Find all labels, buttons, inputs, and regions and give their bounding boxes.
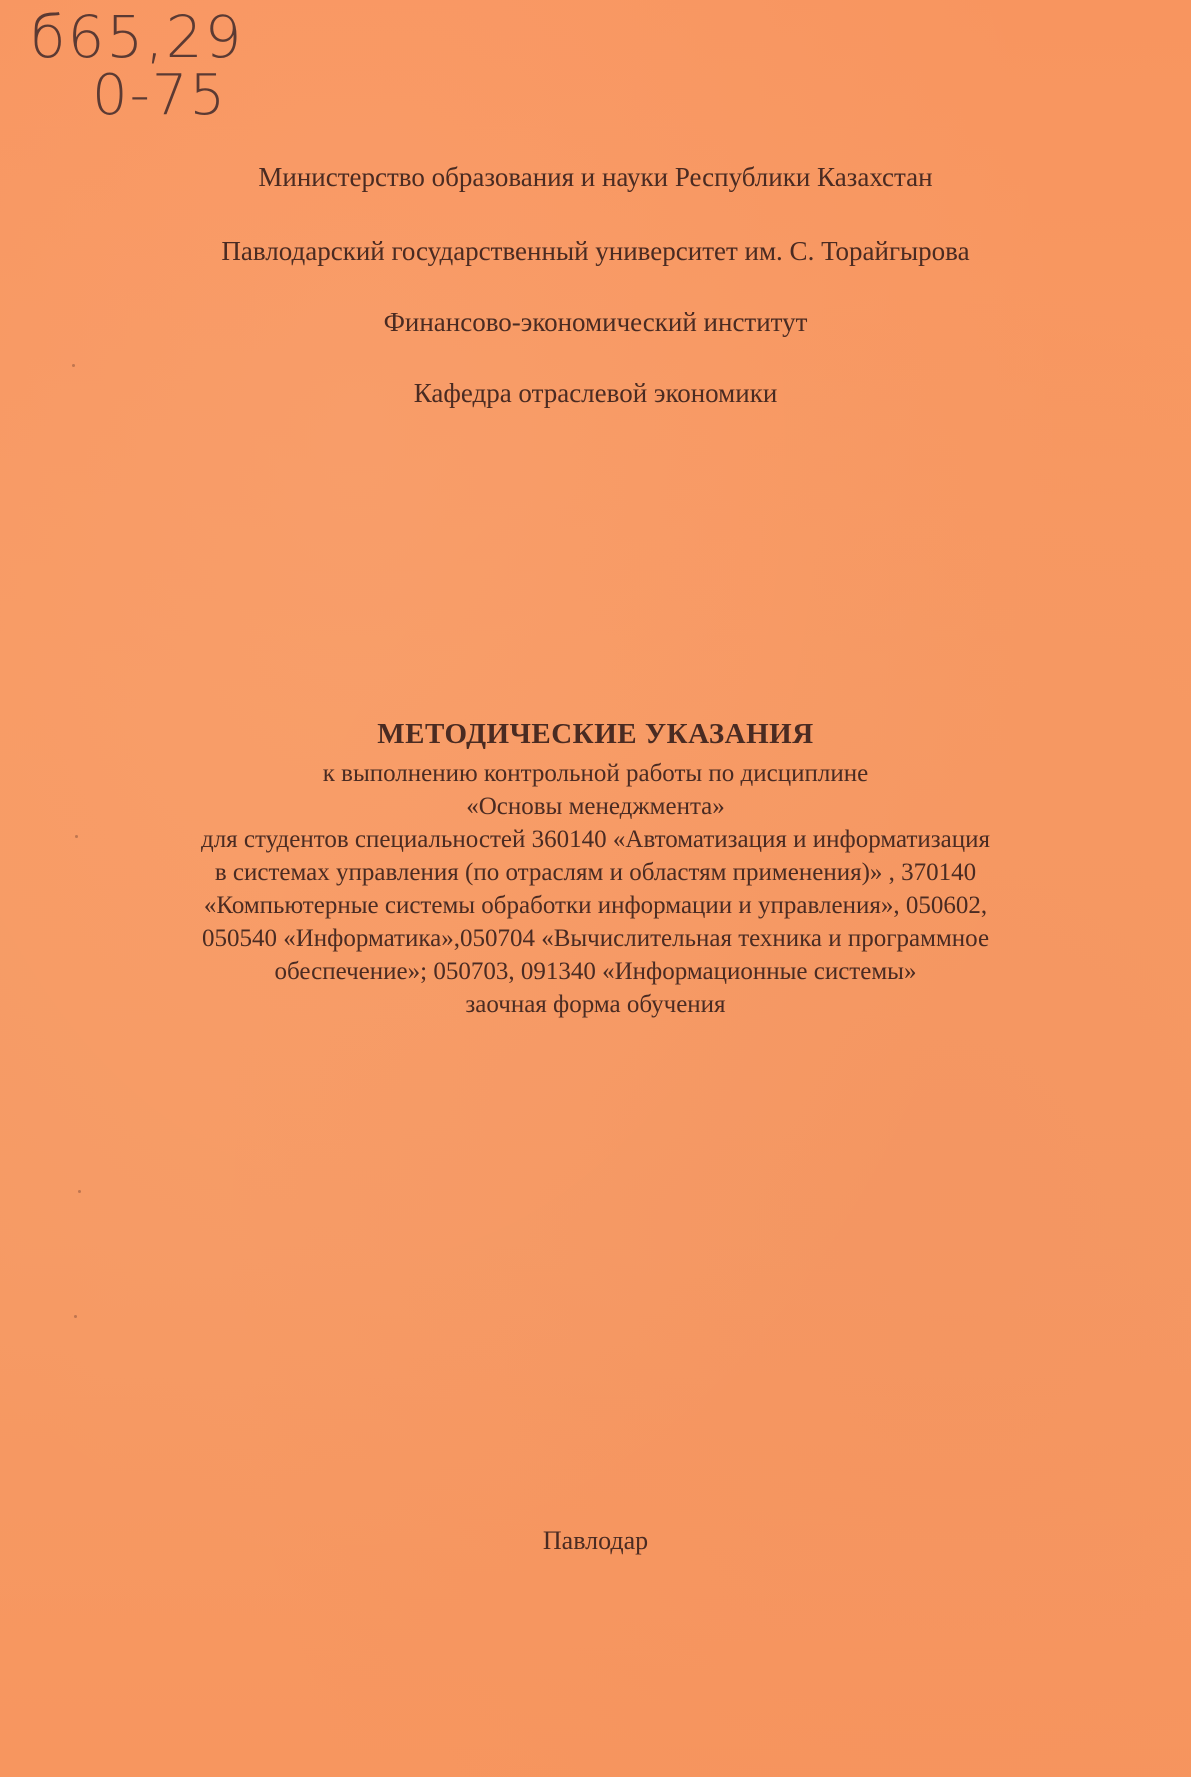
- paper-speck: [72, 364, 75, 367]
- university-name: Павлодарский государственный университет им. С. Торайгырова: [221, 236, 970, 266]
- paper-speck: [78, 1190, 81, 1193]
- institute-name: Финансово-экономический институт: [383, 307, 808, 337]
- subtitle-line: для студентов специальностей 360140 «Автоматизация и информатизация: [200, 826, 990, 853]
- subtitle-line: 050540 «Информатика»,050704 «Вычислительная техника и программное: [201, 925, 990, 952]
- library-classification-stamp: [30, 3, 244, 128]
- stamp-code-line-2: 0-75: [92, 63, 228, 128]
- subtitle-line: «Компьютерные системы обработки информации и управления», 050602,: [203, 892, 988, 919]
- department-name: Кафедра отраслевой экономики: [413, 378, 778, 408]
- ministry-name: Министерство образования и науки Республики Казахстан: [258, 162, 933, 192]
- document-title: МЕТОДИЧЕСКИЕ УКАЗАНИЯ: [377, 718, 814, 750]
- publication-city: Павлодар: [542, 1526, 649, 1555]
- paper-speck: [74, 1315, 77, 1318]
- subtitle-line: к выполнению контрольной работы по дисциплине: [322, 760, 869, 787]
- stamp-code-line-1: б65,29: [30, 3, 244, 71]
- paper-speck: [75, 835, 78, 838]
- subtitle-line: «Основы менеджмента»: [466, 793, 725, 820]
- subtitle-line: обеспечение»; 050703, 091340 «Информационные системы»: [274, 958, 917, 985]
- subtitle-line: заочная форма обучения: [465, 991, 726, 1018]
- title-block: [0, 718, 1191, 1021]
- subtitle-line: в системах управления (по отраслям и областям применения)» , 370140: [214, 859, 977, 886]
